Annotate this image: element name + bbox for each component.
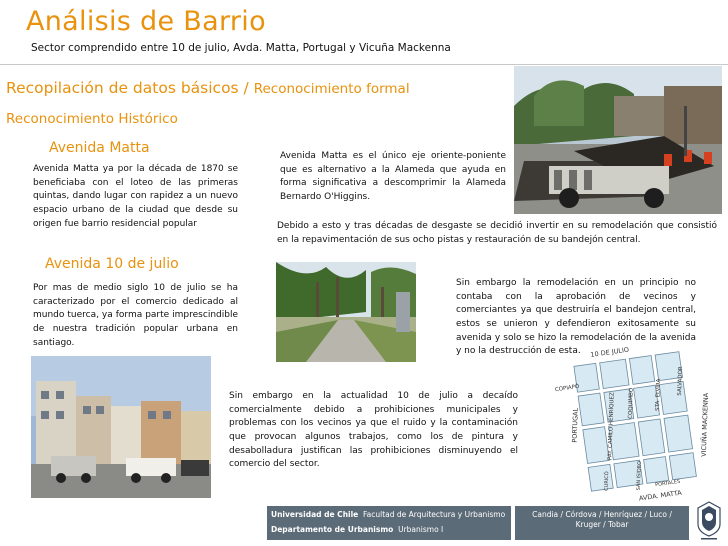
footer-uni: Universidad de Chile — [271, 510, 359, 519]
section-heading-main: Recopilación de datos básicos / — [6, 79, 254, 97]
boulevard-photo — [276, 262, 416, 362]
matta-text-right: Avenida Matta es el único eje oriente-poniente que es alternativo a la Alameda que ayuda en forma significativa a descomprimir la Alameda Bernardo O'Higgins. — [280, 151, 506, 203]
julio-heading: Avenida 10 de julio — [45, 256, 179, 272]
julio-text-bottom: Sin embargo en la actualidad 10 de julio a decaído comercialmente debido a prohibiciones municipales y problemas con los vecinos ya que el ruido y la contaminación que provocan algunos trabajos, como los de pintura y desabolladura justifican las prohibiciones disminuyendo el comercio del sector. — [229, 391, 518, 470]
map-label-portugal: PORTUGAL — [570, 407, 580, 443]
neighborhood-map — [552, 336, 724, 504]
map-label-salvador: SALVADOR — [677, 366, 685, 396]
university-seal-logo — [694, 500, 724, 542]
julio-text-left: Por mas de medio siglo 10 de julio se ha caracterizado por el comercio dedicado al mundo tuerca, ya forma parte imprescindible de nuestra tradición popular urbana en santiago. — [33, 283, 238, 348]
page-subtitle: Sector comprendido entre 10 de julio, Avda. Matta, Portugal y Vicuña Mackenna — [31, 42, 451, 54]
map-label-sta-elvira: STA. ELVIRA — [654, 378, 663, 412]
footer-institution — [267, 506, 511, 540]
header-divider — [0, 64, 728, 65]
map-label-curico: CURICÓ — [603, 471, 611, 491]
footer-faculty: Facultad de Arquitectura y Urbanismo — [363, 510, 506, 519]
page-title: Análisis de Barrio — [26, 6, 266, 37]
footer-uni-line — [271, 510, 505, 520]
map-label-san-isidro: SAN ISIDRO — [635, 460, 643, 491]
matta-text-decision: Debido a esto y tras décadas de desgaste se decidió invertir en su remodelación que consistió en la repavimentación de sus ocho pistas y restauración de su bandejón central. — [277, 221, 717, 245]
footer-authors: Candia / Córdova / Henríquez / Luco / Kruger / Tobar — [532, 510, 672, 530]
section-heading — [6, 79, 410, 97]
map-label-coquimbo: COQUIMBO — [627, 387, 635, 419]
footer-course: Urbanismo I — [398, 525, 444, 534]
map-label-camilo-henriquez: PAY. CAMILO HENRÍQUEZ — [607, 392, 616, 461]
footer-authors-box — [515, 506, 689, 540]
matta-roadworks-photo — [514, 66, 722, 214]
matta-heading: Avenida Matta — [49, 140, 150, 156]
footer-dept-line — [271, 525, 443, 535]
map-label-avda-matta: AVDA. MATTA — [638, 488, 683, 503]
map-label-copiapo: COPIAPÓ — [554, 383, 580, 394]
section-subheading: Reconocimiento Histórico — [6, 111, 178, 127]
map-label-10-julio: 10 DE JULIO — [589, 345, 630, 359]
section-heading-sub: Reconocimiento formal — [253, 81, 410, 97]
map-label-vicuna-mackenna: VICUÑA MACKENNA — [699, 392, 711, 457]
footer-dept: Departamento de Urbanismo — [271, 525, 394, 534]
julio-text-right: Sin embargo la remodelación en un principio no contaba con la aprobación de vecinos y comerciantes ya que destruiría el bandejon central, estos se unieron y defendieron exitosamente su avenida y solo se hizo la remodelación de la avenida y no la destrucción de esta. — [456, 278, 696, 357]
map-label-portales: PORTALES — [654, 478, 681, 489]
julio-street-photo — [31, 356, 211, 498]
matta-text-left: Avenida Matta ya por la década de 1870 se beneficiaba con el loteo de las primeras quintas, dando lugar con rapidez a un nuevo espacio urbano de la ciudad que desde su origen fue barrio residencial popular — [33, 164, 238, 229]
